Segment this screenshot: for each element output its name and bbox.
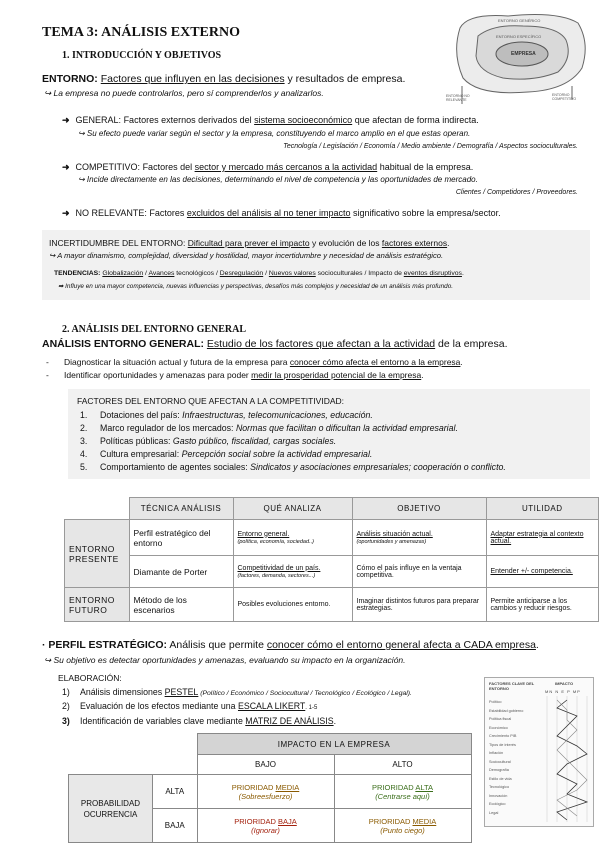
chart-item: Estilo de vida	[489, 776, 512, 781]
group-futuro: ENTORNO FUTURO	[65, 588, 130, 622]
profile-line-2	[557, 700, 587, 816]
tecnicas-header: OBJETIVO	[352, 498, 486, 520]
competitivo-examples: Clientes / Competidores / Proveedores.	[455, 189, 578, 196]
bullet1-a: Diagnosticar la situación actual y futura de la empresa para	[64, 357, 290, 367]
incertidumbre-line	[49, 238, 449, 248]
bullet2-a: Identificar oportunidades y amenazas para poder	[64, 370, 252, 380]
chart-header-impact: IMPACTO	[555, 681, 574, 686]
tendencias-line	[54, 270, 464, 277]
perfil-link: conocer cómo el entorno general afecta a CADA empresa	[266, 639, 536, 651]
tecnica-objetivo: Cómo el país influye en la ventaja competitiva.	[352, 556, 486, 588]
competitivo-text2: habitual de la empresa.	[377, 162, 474, 172]
no-relevante-text2: significativo sobre la empresa/sector.	[350, 208, 501, 218]
tend-sep: .	[461, 270, 464, 277]
chart-item: Innovación	[489, 793, 508, 798]
chart-item: Sociocultural	[489, 759, 511, 764]
tecnicas-header: TÉCNICA ANÁLISIS	[129, 498, 233, 520]
profile-line	[557, 700, 587, 820]
entorno-definition	[42, 73, 405, 85]
elaboracion-steps	[62, 686, 482, 728]
bullet2-b: .	[421, 370, 424, 380]
diagram-label-norelevant: ENTORNO NO RELEVANTE	[446, 94, 470, 102]
chart-item: Estabilidad gobierno	[489, 708, 524, 713]
tend-item: Globalización	[102, 270, 144, 277]
competitivo-link: sector y mercado más cercanos a la actividad	[194, 162, 378, 172]
tend-item: eventos disruptivos	[403, 270, 462, 277]
chart-item: Tecnológico	[489, 785, 510, 789]
bullet-item: - Diagnosticar la situación actual y futura de la empresa para conocer cómo afecta el entorno a la empresa.	[46, 357, 463, 367]
table-row	[65, 520, 599, 556]
entorno-def-text: y resultados de empresa.	[284, 73, 406, 85]
general-note: ↪ Su efecto puede variar según el sector y la empresa, constituyendo el marco amplio en el que estas operan.	[78, 129, 471, 138]
entorno-def-link: Factores que influyen en las decisiones	[100, 73, 285, 85]
matriz-baja: BAJA	[153, 809, 198, 843]
section1-heading: 1. INTRODUCCIÓN Y OBJETIVOS	[62, 50, 222, 61]
chart-scale: MN N E P MP	[545, 689, 581, 694]
chart-item: Legal	[489, 810, 499, 815]
tend-sep: tecnológicos /	[174, 270, 220, 277]
chart-item: Económico	[489, 725, 508, 730]
group-presente: ENTORNO PRESENTE	[65, 520, 130, 588]
factor-item: 2. Marco regulador de los mercados: Normas que facilitan o dificultan la actividad empresarial.	[80, 423, 458, 433]
page-title: TEMA 3: ANÁLISIS EXTERNO	[42, 25, 240, 40]
chart-item: Inflación	[489, 751, 504, 755]
table-row	[65, 556, 599, 588]
tecnica-utilidad: Permite anticiparse a los cambios y reducir riesgos.	[486, 588, 599, 622]
tecnicas-header: QUÉ ANALIZA	[233, 498, 352, 520]
tecnica-analiza: Competitividad de un país. (factores, demanda, sectores...)	[233, 556, 352, 588]
bullet2-link: medir la prosperidad potencial de la empresa	[251, 370, 422, 380]
analisis-general-def	[42, 338, 508, 350]
matriz-cell: PRIORIDAD MEDIA (Sobreesfuerzo)	[197, 775, 334, 809]
perfil-definition	[42, 639, 539, 651]
perfil-label: · PERFIL ESTRATÉGICO:	[42, 639, 168, 651]
factor-item: 5. Comportamiento de agentes sociales: Sindicatos y asociaciones empresariales; cooperación o conflicto.	[80, 462, 506, 472]
perfil-text1: Análisis que permite	[167, 639, 267, 651]
analisis-general-link: Estudio de los factores que afectan a la actividad	[206, 338, 436, 350]
entorno-label: ENTORNO:	[42, 73, 98, 85]
matriz-cell: PRIORIDAD BAJA (Ignorar)	[197, 809, 334, 843]
arrow-icon: ➜	[62, 162, 70, 172]
incertidumbre-label: INCERTIDUMBRE DEL ENTORNO:	[49, 238, 188, 248]
factor-item: 4. Cultura empresarial: Percepción social sobre la actividad empresarial.	[80, 449, 373, 459]
elaboracion-title: ELABORACIÓN:	[58, 673, 122, 683]
entorno-note: ↪ La empresa no puede controlarlos, pero sí comprenderlos y analizarlos.	[44, 88, 324, 98]
factores-title: FACTORES DEL ENTORNO QUE AFECTAN A LA COMPETITIVIDAD:	[77, 396, 345, 406]
competitivo-item	[62, 162, 473, 173]
step-item: 3) Identificación de variables clave mediante MATRIZ DE ANÁLISIS.	[62, 716, 337, 726]
factor-item: 1. Dotaciones del país: Infraestructuras, telecomunicaciones, educación.	[80, 410, 373, 420]
entorno-diagram	[448, 8, 593, 108]
chart-item: Ecológico	[489, 802, 506, 806]
incertidumbre-link2: factores externos	[381, 238, 448, 248]
general-item	[62, 115, 479, 126]
no-relevante-text1: Factores	[146, 208, 187, 218]
incertidumbre-text1: y evolución de los	[309, 238, 382, 248]
arrow-icon: ➜	[62, 208, 70, 218]
tecnica-name: Perfil estratégico del entorno	[129, 520, 233, 556]
tecnica-utilidad: Entender +/- competencia.	[486, 556, 599, 588]
table-row	[65, 588, 599, 622]
competitivo-text1: Factores del	[140, 162, 195, 172]
incertidumbre-link1: Dificultad para prever el impacto	[187, 238, 310, 248]
bullet1-link: conocer cómo afecta el entorno a la empresa	[289, 357, 461, 367]
tecnicas-table	[64, 497, 599, 622]
tendencias-label: TENDENCIAS:	[54, 270, 103, 277]
chart-items	[489, 698, 543, 817]
chart-profile-svg	[543, 696, 591, 824]
perfil-text2: .	[535, 639, 539, 651]
tecnica-analiza: Posibles evoluciones entorno.	[233, 588, 352, 622]
matriz-alta: ALTA	[153, 775, 198, 809]
diagram-label-specific: ENTORNO ESPECÍFICO	[496, 34, 542, 39]
tend-sep: /	[263, 270, 269, 277]
matriz-table	[68, 733, 472, 843]
tendencias-note: ➡ Influye en una mayor competencia, nuevas influencias y perspectivas, desafíos más complejos y necesidad de un análisis más profundo.	[58, 283, 454, 290]
chart-item: Crecimiento PIB	[489, 734, 517, 738]
tecnica-objetivo: Imaginar distintos futuros para preparar estrategias.	[352, 588, 486, 622]
matriz-bajo: BAJO	[197, 755, 334, 775]
chart-item: Demografía	[489, 768, 509, 772]
tend-item: Avances	[148, 270, 175, 277]
chart-item: Político	[489, 700, 502, 704]
analisis-general-text: de la empresa.	[435, 338, 508, 350]
general-label: GENERAL:	[75, 115, 122, 125]
tend-sep: /	[143, 270, 149, 277]
diagram-label-competitive: ENTORNO COMPETITIVO	[552, 93, 577, 101]
matriz-impacto: IMPACTO EN LA EMPRESA	[197, 734, 471, 755]
tecnica-name: Diamante de Porter	[129, 556, 233, 588]
perfil-chart	[484, 677, 594, 827]
no-relevante-item	[62, 208, 501, 219]
tecnica-utilidad: Adaptar estrategia al contexto actual.	[486, 520, 599, 556]
general-examples: Tecnología / Legislación / Economía / Medio ambiente / Demografía / Aspectos socioculturales.	[283, 143, 578, 150]
matriz-probabilidad: PROBABILIDAD OCURRENCIA	[69, 775, 153, 843]
competitivo-label: COMPETITIVO:	[75, 162, 141, 172]
tend-item: Nuevos valores	[268, 270, 316, 277]
step-item: 2) Evaluación de los efectos mediante una ESCALA LIKERT. 1-5	[62, 701, 318, 711]
general-text2: que afectan de forma indirecta.	[352, 115, 479, 125]
tend-sep: socioculturales / Impacto de	[315, 270, 404, 277]
tecnica-objetivo: Análisis situación actual. (oportunidades y amenazas)	[352, 520, 486, 556]
arrow-icon: ➜	[62, 115, 70, 125]
bullet-item: - Identificar oportunidades y amenazas para poder medir la prosperidad potencial de la empresa.	[46, 370, 424, 380]
diagram-label-company: EMPRESA	[511, 51, 536, 57]
no-relevante-link: excluidos del análisis al no tener impacto	[186, 208, 351, 218]
chart-header-factors: FACTORES CLAVE DEL ENTORNO	[489, 681, 535, 691]
tecnica-name: Método de los escenarios	[129, 588, 233, 622]
factores-list	[80, 409, 506, 474]
analisis-general-label: ANÁLISIS ENTORNO GENERAL:	[42, 338, 204, 350]
tecnica-analiza: Entorno general. (política, economía, sociedad..)	[233, 520, 352, 556]
matriz-cell: PRIORIDAD ALTA (Centrarse aquí)	[334, 775, 471, 809]
tecnicas-header: UTILIDAD	[486, 498, 599, 520]
incertidumbre-note: ↪ A mayor dinamismo, complejidad, diversidad y hostilidad, mayor incertidumbre y necesidad de análisis estratégico.	[49, 251, 444, 260]
chart-item: Tipos de interés	[489, 742, 516, 747]
diagram-label-generic: ENTORNO GENÉRICO	[498, 18, 541, 23]
factor-item: 3. Políticas públicas: Gasto público, fiscalidad, cargas sociales.	[80, 436, 337, 446]
general-link: sistema socioeconómico	[254, 115, 353, 125]
no-relevante-label: NO RELEVANTE:	[75, 208, 147, 218]
step-item: 1) Análisis dimensiones PESTEL (Político / Económico / Sociocultural / Tecnológico / Ecológico / Legal).	[62, 687, 412, 697]
competitivo-note: ↪ Incide directamente en las decisiones, determinando el nivel de competencia y las oportunidades de mercado.	[78, 175, 478, 184]
bullet1-b: .	[460, 357, 463, 367]
tend-item: Desregulación	[219, 270, 264, 277]
incertidumbre-text2: .	[447, 238, 450, 248]
matriz-alto: ALTO	[334, 755, 471, 775]
section2-heading: 2. ANÁLISIS DEL ENTORNO GENERAL	[62, 324, 247, 335]
general-text1: Factores externos derivados del	[121, 115, 255, 125]
chart-item: Política fiscal	[489, 717, 512, 721]
matriz-cell: PRIORIDAD MEDIA (Punto ciego)	[334, 809, 471, 843]
perfil-note: ↪ Su objetivo es detectar oportunidades y amenazas, evaluando su impacto en la organización.	[44, 655, 406, 665]
